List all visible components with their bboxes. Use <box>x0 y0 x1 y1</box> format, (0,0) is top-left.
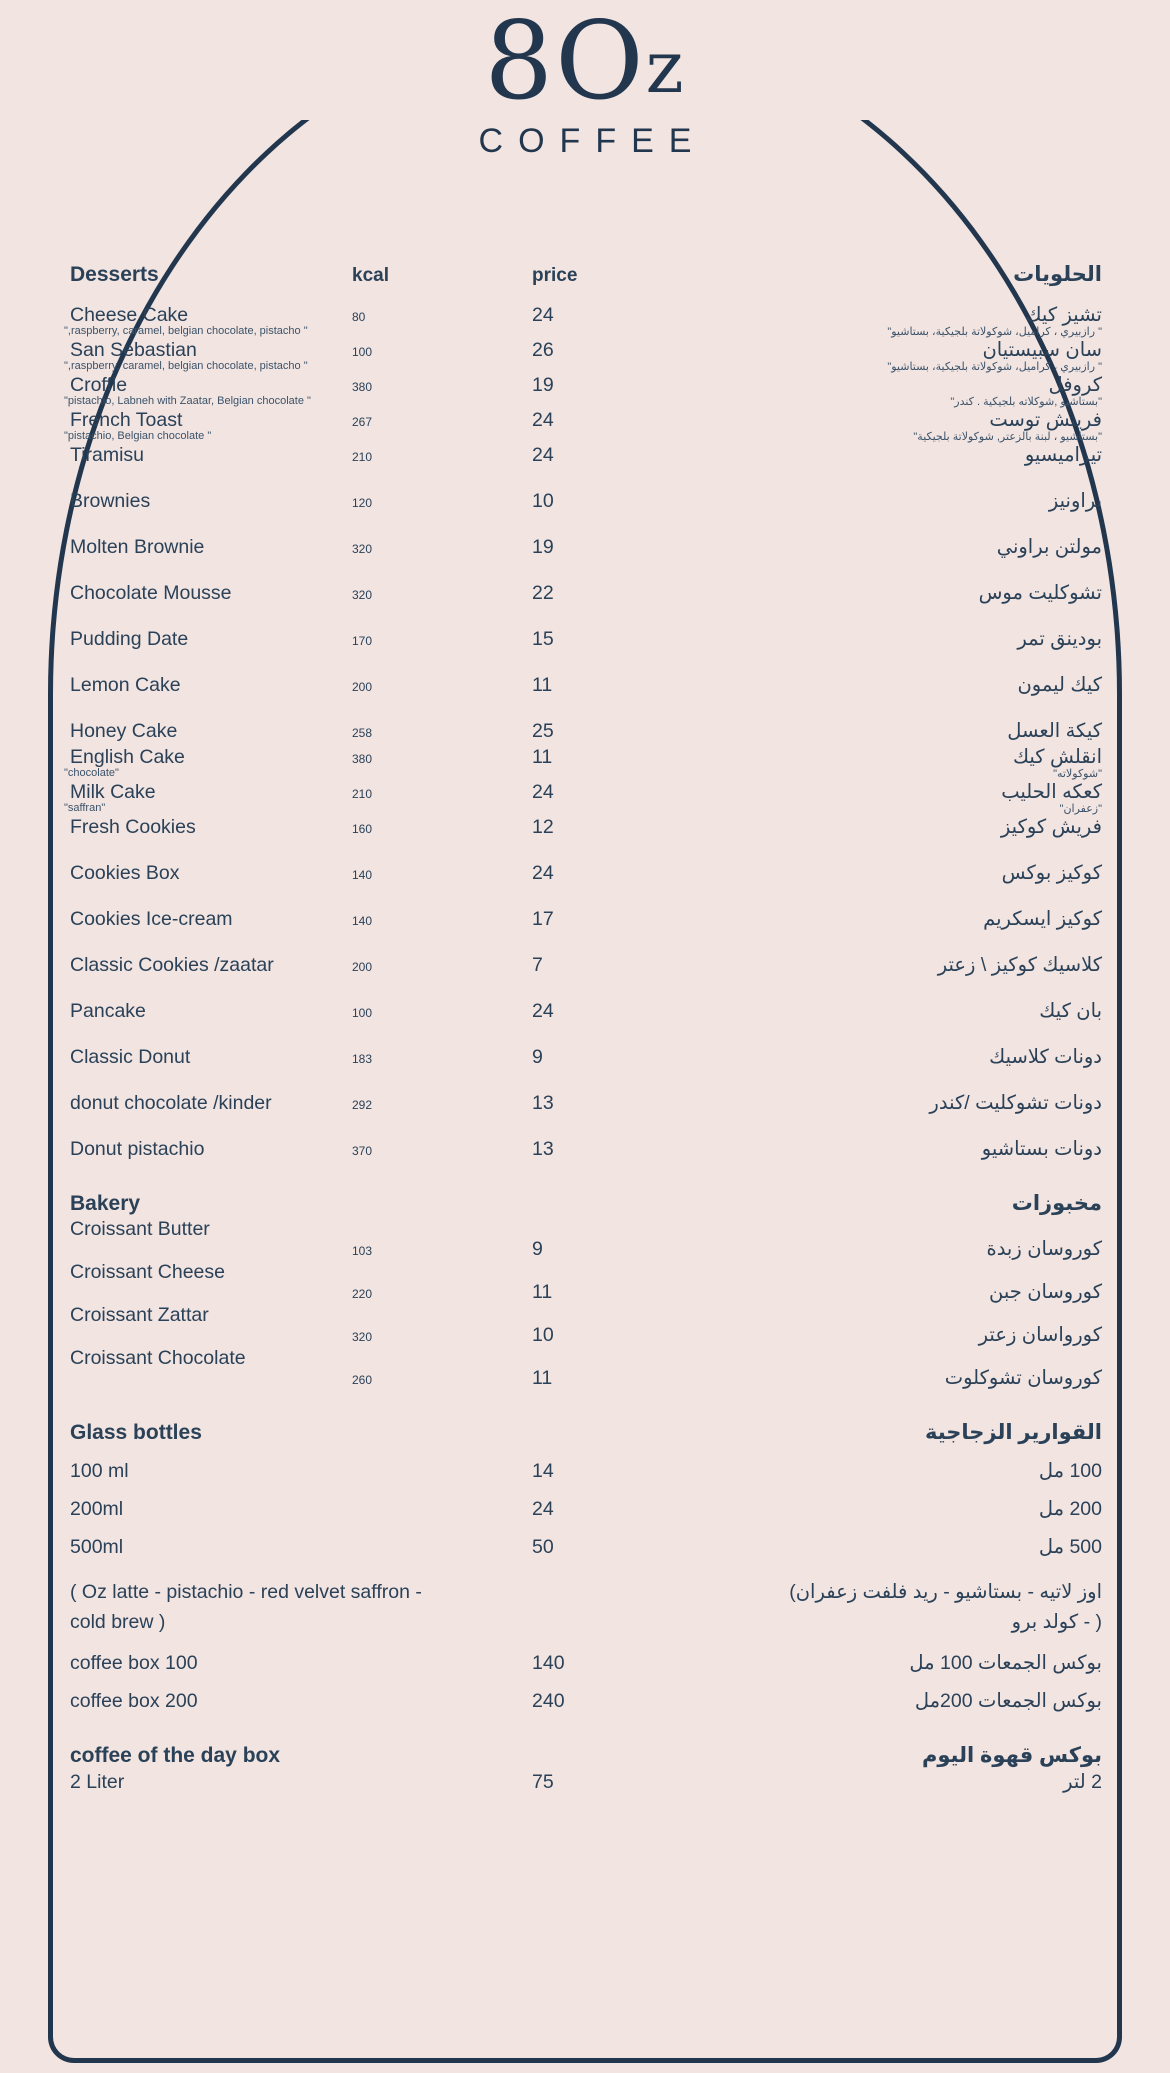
menu-item-name-arabic: دونات كلاسيك <box>989 1046 1102 1068</box>
flavor-note-english-line1: ( Oz latte - pistachio - red velvet saffron - <box>70 1581 422 1603</box>
menu-item-description-arabic: "بستاشيو ، لبنة بالزعتر, شوكولاتة بلجيكية" <box>913 431 1102 443</box>
menu-item-name-english: Honey Cake <box>70 720 178 742</box>
menu-item-name-english: 500ml <box>70 1536 124 1558</box>
menu-item-price: 19 <box>532 374 554 396</box>
menu-item-name-english: 200ml <box>70 1498 124 1520</box>
menu-item-row <box>60 861 1110 885</box>
bakery-item-price: 10 <box>532 1324 554 1346</box>
menu-item-name-arabic: بودينق تمر <box>1017 628 1102 650</box>
menu-item-name-english: Pancake <box>70 1000 146 1022</box>
menu-item-name-arabic: كوكيز بوكس <box>1001 862 1102 884</box>
flavor-note-english-line2: cold brew ) <box>70 1611 166 1634</box>
glass-bottles-list <box>60 1459 1110 1559</box>
menu-item-name-arabic: كروفل <box>1048 374 1102 396</box>
menu-item-name-arabic: بوكس الجمعات 200مل <box>914 1690 1102 1713</box>
menu-item-name-english: Brownies <box>70 490 151 512</box>
menu-item-name-english: Cookies Box <box>70 862 180 884</box>
menu-item-name-english: Milk Cake <box>70 781 156 803</box>
glass-bottles-section-header <box>60 1420 1110 1445</box>
logo-8oz-text: 8O <box>484 0 646 124</box>
menu-item-name-english: coffee box 100 <box>70 1652 198 1675</box>
menu-item-name-english: coffee box 200 <box>70 1690 198 1713</box>
menu-item-row <box>60 953 1110 977</box>
menu-item-row <box>60 1137 1110 1161</box>
column-header-kcal: kcal <box>352 265 389 286</box>
menu-item-row <box>60 1770 1110 1794</box>
menu-item-kcal: 210 <box>352 787 373 801</box>
menu-item-price: 75 <box>532 1771 554 1794</box>
menu-item-kcal: 120 <box>352 496 373 510</box>
menu-content <box>60 262 1110 1794</box>
menu-item-price: 17 <box>532 908 554 930</box>
menu-item-name-english: Pudding Date <box>70 628 189 650</box>
menu-item-name-arabic: براونيز <box>1048 490 1102 512</box>
menu-item-row <box>60 1497 1110 1521</box>
menu-item-price: 24 <box>532 409 554 431</box>
menu-item-name-english: Tiramisu <box>70 444 145 466</box>
menu-item-price: 24 <box>532 1000 554 1022</box>
menu-item-row <box>60 1651 1110 1675</box>
menu-item-price: 26 <box>532 339 554 361</box>
menu-item-description-english: ",raspberry, caramel, belgian chocolate, pistacho " <box>64 360 308 372</box>
bakery-section-header <box>60 1191 1110 1216</box>
menu-item-row <box>60 780 1110 804</box>
menu-item-name-arabic: دونات بستاشيو <box>981 1138 1102 1160</box>
menu-item-name-arabic: كلاسيك كوكيز \ زعتر <box>937 954 1102 976</box>
menu-item-row <box>60 581 1110 605</box>
menu-item-row <box>60 1045 1110 1069</box>
bakery-item-name-arabic: كورواسان زعتر <box>978 1324 1102 1346</box>
bakery-item-kcal: 103 <box>352 1244 373 1258</box>
menu-item-name-arabic: بان كيك <box>1039 1000 1102 1022</box>
menu-item-kcal: 258 <box>352 726 373 740</box>
logo-z-text: z <box>645 25 686 109</box>
menu-item-name-arabic: بوكس الجمعات 100 مل <box>909 1652 1102 1675</box>
column-header-english: Desserts <box>70 263 159 286</box>
bakery-title-english: Bakery <box>70 1192 141 1215</box>
menu-item-price: 15 <box>532 628 554 650</box>
menu-item-kcal: 160 <box>352 822 373 836</box>
menu-item-description-arabic: " رازبيري ، كراميل، شوكولاتة بلجيكية، بستاشيو" <box>887 326 1102 338</box>
brand-logo <box>0 0 1170 161</box>
menu-item-kcal: 183 <box>352 1052 373 1066</box>
menu-item-kcal: 200 <box>352 680 373 694</box>
menu-item-name-arabic: دونات تشوكليت /كندر <box>929 1092 1102 1114</box>
menu-item-name-arabic: مولتن براوني <box>996 536 1102 558</box>
menu-item-price: 25 <box>532 720 554 742</box>
menu-item-row <box>60 745 1110 769</box>
menu-item-price: 9 <box>532 1046 543 1068</box>
menu-item-row <box>60 338 1110 362</box>
menu-item-name-english: Lemon Cake <box>70 674 181 696</box>
menu-item-name-arabic: تيراميسيو <box>1024 444 1102 466</box>
menu-item-kcal: 380 <box>352 752 373 766</box>
bakery-item-values <box>60 1237 1110 1261</box>
menu-item-row <box>60 303 1110 327</box>
column-header-row <box>60 262 1110 287</box>
menu-item-description-arabic: "بستاشيو ,شوكلاته بلجيكية . كندر" <box>950 396 1102 408</box>
coffee-of-day-title-english: coffee of the day box <box>70 1744 281 1768</box>
bakery-item-price: 11 <box>532 1281 553 1303</box>
menu-item-row <box>60 815 1110 839</box>
menu-item-name-english: Cookies Ice-cream <box>70 908 233 930</box>
menu-item-name-arabic: تشيز كيك <box>1025 304 1102 326</box>
menu-item-description-arabic: " رازبيري ، كراميل، شوكولاتة بلجيكية، بستاشيو" <box>887 361 1102 373</box>
menu-item-price: 240 <box>532 1690 565 1713</box>
menu-item-price: 24 <box>532 1498 554 1520</box>
menu-item-price: 24 <box>532 862 554 884</box>
menu-item-kcal: 100 <box>352 1006 373 1020</box>
menu-item-row <box>60 1535 1110 1559</box>
menu-item-row <box>60 907 1110 931</box>
menu-item-price: 14 <box>532 1460 554 1482</box>
menu-item-description-english: "chocolate" <box>64 767 119 779</box>
bakery-item-values <box>60 1323 1110 1347</box>
menu-item-price: 13 <box>532 1138 554 1160</box>
bakery-item-name-english: Croissant Butter <box>70 1218 210 1240</box>
menu-item-kcal: 170 <box>352 634 373 648</box>
menu-item-price: 50 <box>532 1536 554 1558</box>
menu-item-kcal: 370 <box>352 1144 373 1158</box>
menu-item-row <box>60 673 1110 697</box>
menu-item-name-english: Molten Brownie <box>70 536 205 558</box>
menu-item-name-arabic: سان سبيستيان <box>982 339 1102 361</box>
menu-item-name-arabic: تشوكليت موس <box>978 582 1102 604</box>
coffee-boxes-list <box>60 1651 1110 1713</box>
menu-item-row <box>60 999 1110 1023</box>
flavor-note-arabic <box>585 1577 1110 1637</box>
menu-item-name-arabic: فرينش توست <box>989 409 1102 431</box>
menu-item-description-arabic: "زعفران" <box>1059 803 1102 815</box>
bakery-item-name-english: Croissant Chocolate <box>70 1347 246 1369</box>
menu-item-kcal: 292 <box>352 1098 373 1112</box>
menu-item-price: 140 <box>532 1652 565 1675</box>
menu-item-name-arabic: 100 مل <box>1038 1460 1102 1482</box>
menu-item-name-english: Classic Cookies /zaatar <box>70 954 274 976</box>
menu-item-name-english: donut chocolate /kinder <box>70 1092 272 1114</box>
bakery-list <box>60 1218 1110 1390</box>
column-header-arabic: الحلويات <box>1013 263 1102 286</box>
menu-item-row <box>60 408 1110 432</box>
menu-item-price: 24 <box>532 781 554 803</box>
menu-item-name-arabic: كوكيز ايسكريم <box>983 908 1102 930</box>
bakery-item-kcal: 260 <box>352 1373 373 1387</box>
menu-item-name-arabic: كيكة العسل <box>1007 720 1102 742</box>
menu-item-kcal: 200 <box>352 960 373 974</box>
menu-item-row <box>60 443 1110 467</box>
menu-item-price: 11 <box>532 674 553 696</box>
menu-item-kcal: 140 <box>352 868 373 882</box>
menu-item-kcal: 380 <box>352 380 373 394</box>
menu-item-name-english: Chocolate Mousse <box>70 582 232 604</box>
menu-item-kcal: 320 <box>352 588 373 602</box>
menu-item-price: 11 <box>532 746 553 768</box>
menu-item-name-english: English Cake <box>70 746 185 768</box>
menu-item-row <box>60 535 1110 559</box>
menu-item-name-english: Classic Donut <box>70 1046 191 1068</box>
menu-item-name-arabic: كيك ليمون <box>1017 674 1102 696</box>
bakery-item-name-arabic: كوروسان زبدة <box>986 1238 1102 1260</box>
menu-item-name-english: Cheese Cake <box>70 304 189 326</box>
bakery-item-kcal: 220 <box>352 1287 373 1301</box>
menu-item-row <box>60 627 1110 651</box>
bakery-item-kcal: 320 <box>352 1330 373 1344</box>
menu-item-kcal: 210 <box>352 450 373 464</box>
menu-item-name-english: 2 Liter <box>70 1771 125 1794</box>
bakery-item-name-english: Croissant Cheese <box>70 1261 225 1283</box>
menu-item-kcal: 80 <box>352 310 366 324</box>
bakery-item-name-arabic: كوروسان تشوكلوت <box>944 1367 1102 1389</box>
menu-item-name-arabic: انقلش كيك <box>1012 746 1102 768</box>
flavor-note-arabic-line2: ( - كولد برو <box>1011 1611 1102 1634</box>
bakery-title-arabic: مخبوزات <box>1011 1192 1102 1215</box>
flavor-note-arabic-line1: اوز لاتيه - بستاشيو - ريد فلفت زعفران) <box>789 1581 1102 1603</box>
bakery-item-name-arabic: كوروسان جبن <box>989 1281 1102 1303</box>
coffee-of-day-section-header <box>60 1743 1110 1768</box>
menu-item-description-english: "pistachio, Belgian chocolate " <box>64 430 212 442</box>
menu-item-kcal: 320 <box>352 542 373 556</box>
coffee-of-day-title-arabic: بوكس قهوة اليوم <box>921 1744 1102 1768</box>
menu-item-row <box>60 1689 1110 1713</box>
glass-bottles-title-english: Glass bottles <box>70 1421 202 1444</box>
menu-item-description-english: ",raspberry, caramel, belgian chocolate, pistacho " <box>64 325 308 337</box>
menu-item-kcal: 100 <box>352 345 373 359</box>
menu-item-description-english: "saffran" <box>64 802 106 814</box>
menu-item-description-english: "pistachio, Labneh with Zaatar, Belgian chocolate " <box>64 395 311 407</box>
coffee-of-day-list <box>60 1770 1110 1794</box>
menu-item-price: 12 <box>532 816 554 838</box>
glass-bottles-title-arabic: القوارير الزجاجية <box>924 1421 1102 1444</box>
desserts-list-top <box>60 303 1110 467</box>
menu-item-row <box>60 1459 1110 1483</box>
desserts-list-rest <box>60 489 1110 1161</box>
column-header-price: price <box>532 265 578 286</box>
menu-item-price: 7 <box>532 954 543 976</box>
menu-item-price: 13 <box>532 1092 554 1114</box>
menu-item-row <box>60 719 1110 743</box>
flavor-note-english <box>60 1577 585 1637</box>
menu-item-name-english: Croffle <box>70 374 128 396</box>
menu-item-description-arabic: "شوكولاته" <box>1053 768 1102 780</box>
menu-item-row <box>60 489 1110 513</box>
menu-item-name-arabic: 2 لتر <box>1063 1771 1102 1794</box>
logo-wordmark <box>0 0 1170 124</box>
menu-item-name-arabic: كعكه الحليب <box>1001 781 1102 803</box>
menu-item-name-arabic: 500 مل <box>1038 1536 1102 1558</box>
menu-item-name-english: 100 ml <box>70 1460 129 1482</box>
menu-item-name-english: Donut pistachio <box>70 1138 205 1160</box>
menu-item-price: 10 <box>532 490 554 512</box>
menu-item-row <box>60 1091 1110 1115</box>
menu-item-name-english: French Toast <box>70 409 183 431</box>
menu-item-name-english: San Sebastian <box>70 339 197 361</box>
menu-item-price: 24 <box>532 444 554 466</box>
menu-item-name-arabic: فريش كوكيز <box>1000 816 1102 838</box>
menu-item-kcal: 140 <box>352 914 373 928</box>
menu-item-row <box>60 373 1110 397</box>
logo-subtitle: COFFEE <box>478 122 707 160</box>
menu-item-kcal: 267 <box>352 415 373 429</box>
menu-item-price: 19 <box>532 536 554 558</box>
bakery-item-name-english: Croissant Zattar <box>70 1304 209 1326</box>
menu-item-name-english: Fresh Cookies <box>70 816 196 838</box>
bakery-item-price: 9 <box>532 1238 543 1260</box>
menu-item-price: 24 <box>532 304 554 326</box>
menu-item-price: 22 <box>532 582 554 604</box>
flavor-note <box>60 1577 1110 1637</box>
bakery-item-price: 11 <box>532 1367 553 1389</box>
menu-item-name-arabic: 200 مل <box>1038 1498 1102 1520</box>
